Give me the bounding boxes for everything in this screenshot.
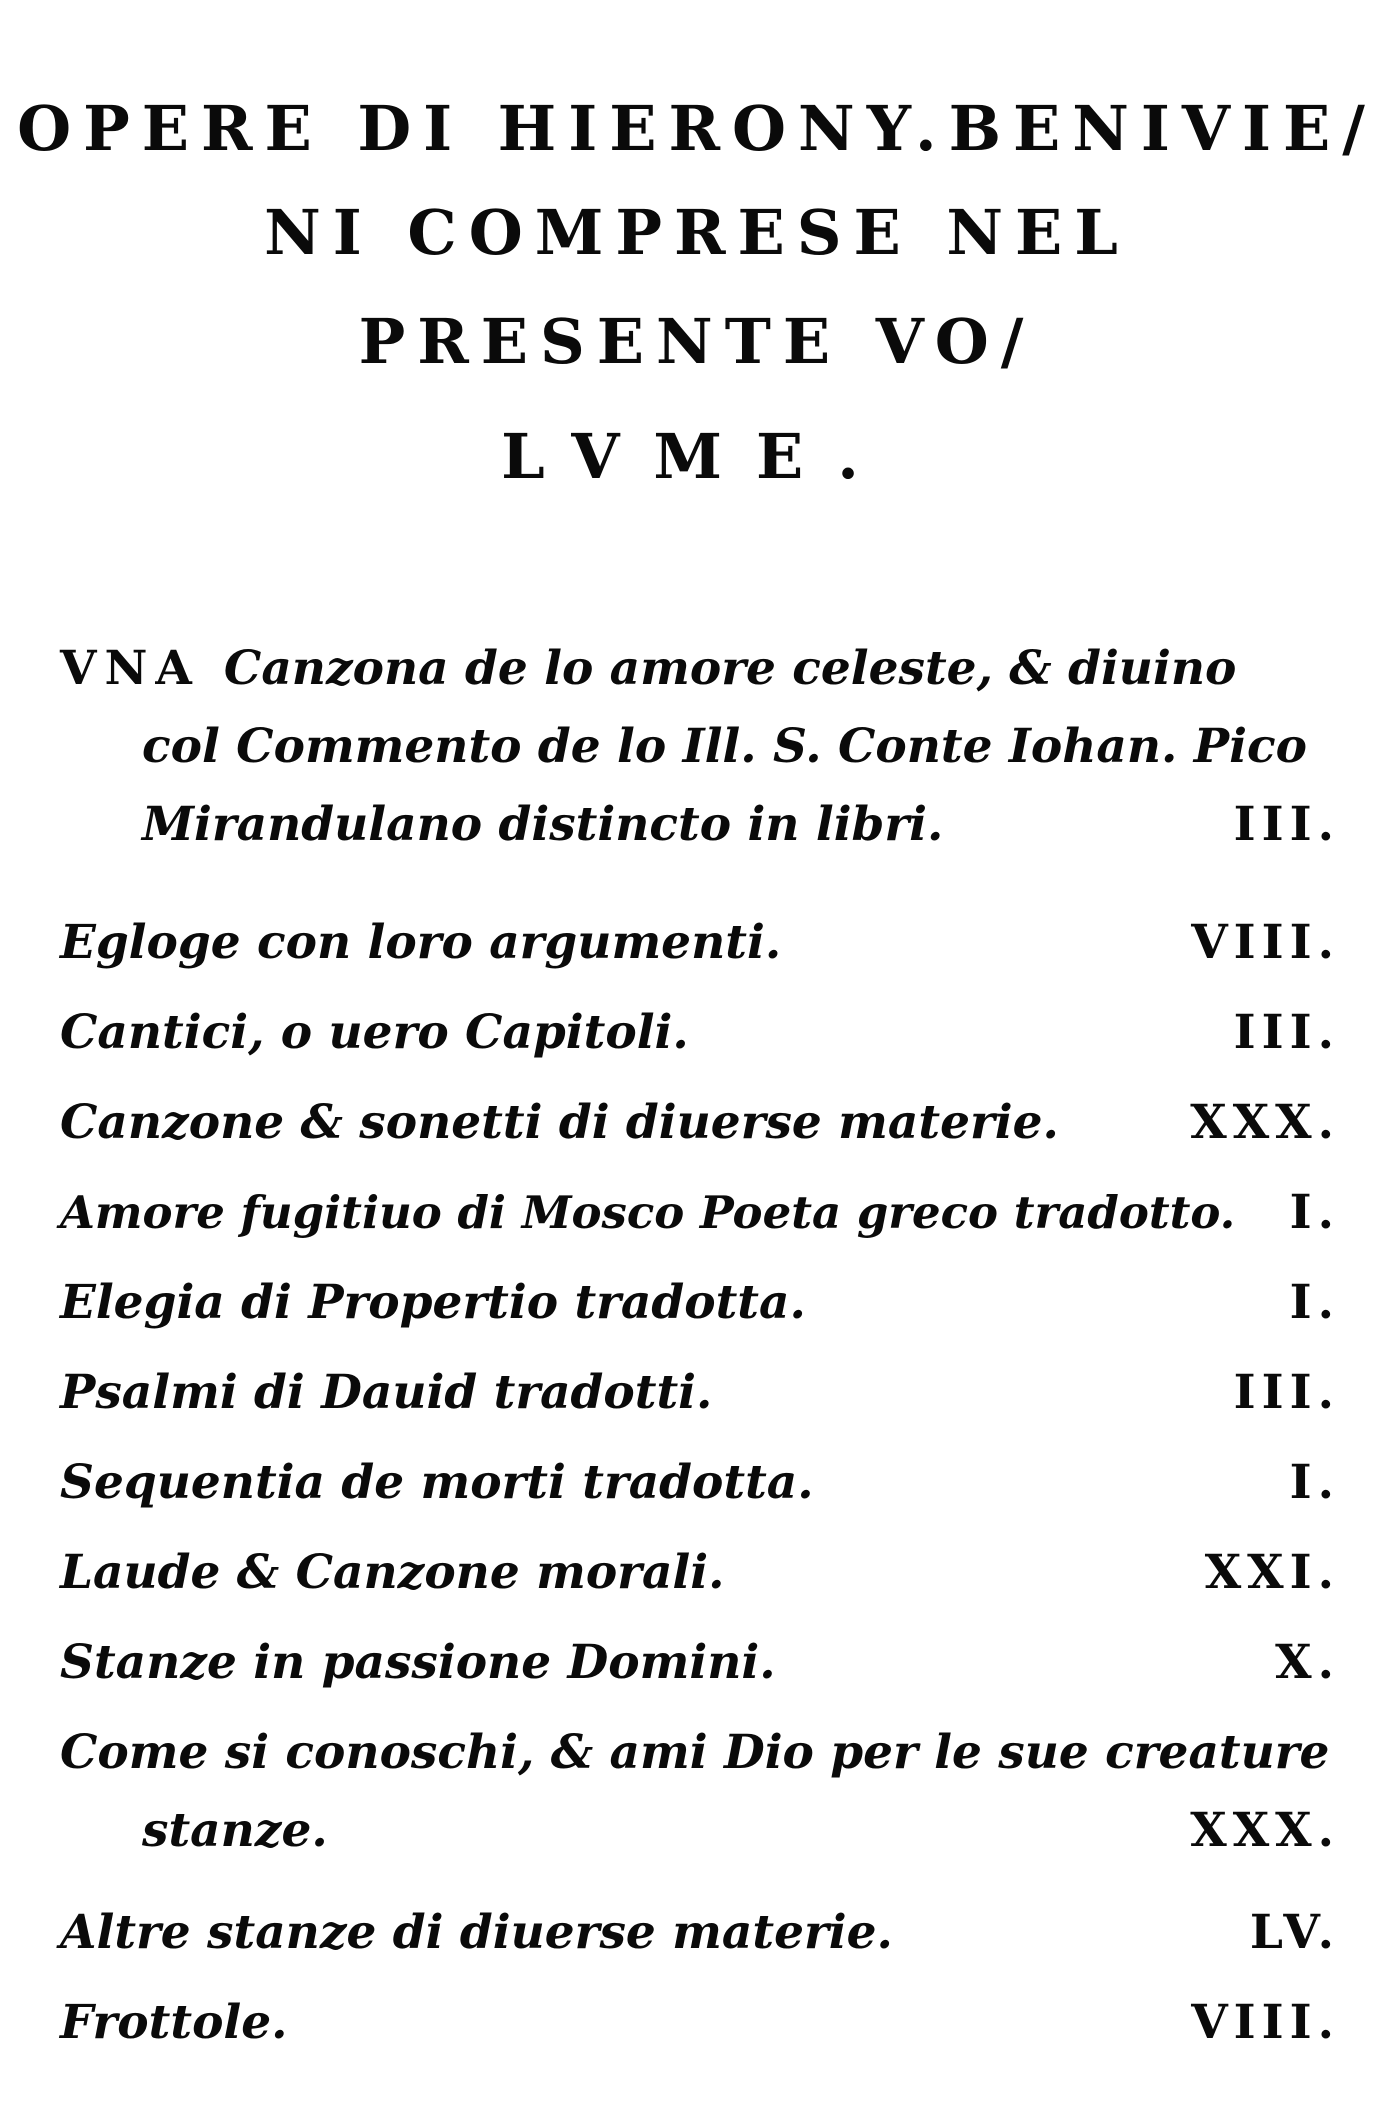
entry-text: Psalmi di Dauid tradotti. [60,1365,713,1420]
entry-line [60,904,1340,982]
entry-line [60,786,1340,864]
contents-entry-sequentia [60,1444,1340,1522]
contents-entry-elegia [60,1264,1340,1342]
entry-text: Canzona de lo amore celeste, & diuino [223,641,1237,696]
entry-line [60,1354,1340,1432]
entry-line [60,1714,1340,1792]
entry-text: Canzone & sonetti di diuerse materie. [60,1095,1059,1150]
entry-line [60,1534,1340,1612]
entry-line [60,1984,1340,2062]
entry-line [60,1174,1340,1252]
contents-entry-psalmi [60,1354,1340,1432]
contents-entry-canzona [60,630,1340,864]
entry-lead-word: VNA [60,641,200,696]
entry-count: III. [1233,1005,1340,1060]
contents-entry-frottole [60,1984,1340,2062]
entry-count: I. [1289,1185,1340,1240]
entry-line [60,994,1340,1072]
entry-text: Laude & Canzone morali. [60,1545,725,1600]
entry-text: Frottole. [60,1995,288,2050]
contents-entry-cantici [60,994,1340,1072]
entry-text: Altre stanze di diuerse materie. [60,1905,893,1960]
entry-text: col Commento de lo Ill. S. Conte Iohan. Pico [142,719,1307,774]
entry-count: III. [1233,1365,1340,1420]
entry-line [60,708,1340,786]
entry-text: Elegia di Propertio tradotta. [60,1275,806,1330]
entry-line [60,630,1340,708]
title-line-4: LVME. [501,420,893,493]
entry-line [60,1264,1340,1342]
entry-line [60,1624,1340,1702]
entry-line [60,1792,1340,1870]
entry-count: XXX. [1190,1803,1340,1858]
contents-entry-come-si-conoschi [60,1714,1340,1870]
title-line-1: OPERE DI HIERONY.BENIVIE/ [17,92,1377,165]
contents-entry-stanze-passione [60,1624,1340,1702]
contents-entry-amore-fugitiuo [60,1174,1340,1252]
entry-count: LV. [1249,1905,1340,1960]
entry-text: stanze. [142,1803,328,1858]
entry-line [60,1894,1340,1972]
contents-entry-altre-stanze [60,1894,1340,1972]
entry-text: Stanze in passione Domini. [60,1635,776,1690]
contents-entry-canzone-sonetti [60,1084,1340,1162]
entry-line [60,1444,1340,1522]
entry-count: VIII. [1191,915,1340,970]
entry-text: Sequentia de morti tradotta. [60,1455,814,1510]
title-line-2: NI COMPRESE NEL [264,196,1130,269]
entry-count: XXX. [1190,1095,1340,1150]
contents-entry-egloge [60,904,1340,982]
entry-text: Come si conoschi, & ami Dio per le sue creature [60,1725,1330,1780]
entry-text: Mirandulano distincto in libri. [142,797,944,852]
title-line-3: PRESENTE VO/ [358,305,1036,378]
entry-count: VIII. [1191,1995,1340,2050]
entry-line [60,1084,1340,1162]
entry-count: III. [1233,797,1340,852]
entry-count: I. [1289,1275,1340,1330]
entry-text: Cantici, o uero Capitoli. [60,1005,689,1060]
entry-text: Amore fugitiuo di Mosco Poeta greco tradotto. [60,1186,1236,1239]
entry-text: Egloge con loro argumenti. [60,915,782,970]
entry-count: I. [1289,1455,1340,1510]
entry-count: XXI. [1204,1545,1340,1600]
contents-entry-laude [60,1534,1340,1612]
entry-count: X. [1275,1635,1340,1690]
